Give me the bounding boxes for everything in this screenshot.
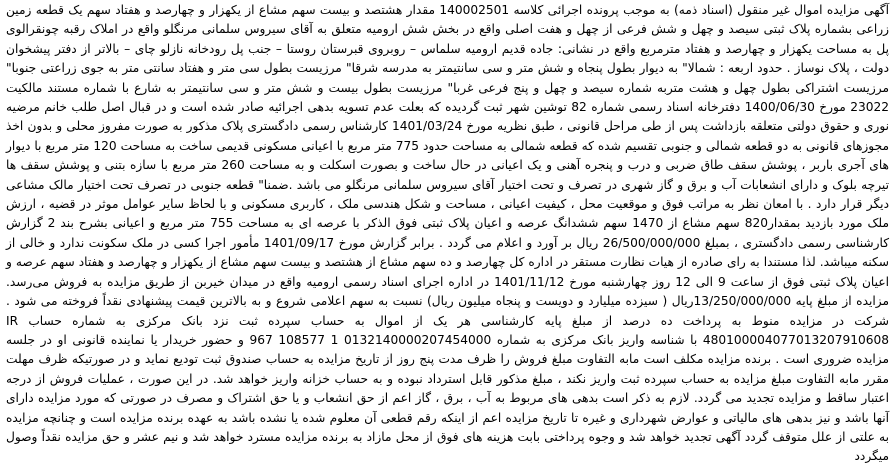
notice-body-text: آگهی مزایده اموال غیر منقول (اسناد ذمه) به موجب پرونده اجرائی کلاسه 140002501 مقدار هشتصد و بیست سهم مشاع از یکهزار و چهارصد و هفتاد سهم یک قطعه زمین زراعی بشماره پلاک ثبتی سیصد و چهل و شش فرعی از چهل و هفت اصلی واقع در بخش شش ارومیه متعلق به آقای سیروس سلمانی مرنگلو واقع در املاک رقبه چونقرالوی پل به مساحت یکهزار و چهارصد و هفتاد مترمربع واقع در نشانی: جاده قدیم ارومیه سلماس – روبروی قبرستان روستا – جنب پل رودخانه نازلو چای – بالاتر از دفتر پیشخوان دولت ، پلاک نوساز . حدود اربعه : شمالا" به دیوار بطول پنجاه و شش متر و سی سانتیمتر به مدرسه شرقا" مرزیست بطول سی متر و هفتاد سانتی متر به جوی زراعتی جنوبا" مرزیست اشتراکی بطول چهل و هشت متربه شماره سیصد و چهل و پنج فرعی غربا" مرزیست بطول بیست و شش متر و سی سانتیمتر به شارع با شماره مستند مالکیت 23022 مورخ 1400/06/30 دفترخانه اسناد رسمی شماره 82 توشین شهر ثبت گردیده که بعلت عدم تسویه بدهی اجرائیه صادر شده است و در قبال اصل طلب خانم مرضیه نوری و حقوق دولتی متعلقه بازداشت پس از طی مراحل قانونی ، طبق نظریه مورخ 1401/03/24 کارشناس رسمی دادگستری پلاک مذکور به صورت مفروز محلی و بدون اخذ مجوزهای قانونی به دو قطعه شمالی و جنوبی تقسیم شده که قطعه شمالی به مساحت حدود 775 متر مربع با اعیانی مسکونی قدیمی ساخت به مساحت 120 متر مربع با دیوار های آجری باربر ، پوشش سقف طاق ضربی و درب و پنجره آهنی و یک اعیانی در حال ساخت و بصورت اسکلت و به مساحت 260 متر مربع با سازه بتنی و پوشش سقف ها تیرچه بلوک و دارای انشعابات آب و برق و گاز شهری در تصرف و تحت اختیار آقای سیروس سلمانی مرنگلو می باشد .ضمنا" قطعه جنوبی در تصرف تحت اختیار مالک مشاعی دیگر قرار دارد . با امعان نظر به مراتب فوق و موقعیت محل ، کیفیت اعیانی ، مساحت و شکل هندسی ملک ، کاربری مسکونی و با لحاظ سایر عوامل موثر در قضیه ، ارزش ملک مورد بازدید بمقدار820 سهم مشاع از 1470 سهم ششدانگ عرصه و اعیان پلاک ثبتی فوق الذکر با عرصه ای به مساحت 755 متر مربع و اعیانی بشرح بند 2 گزارش کارشناسی رسمی دادگستری ، بمبلغ 26/500/000/000 ریال بر آورد و اعلام می گردد . برابر گزارش مورخ 1401/09/17 مأمور اجرا کسی در ملک سکونت ندارد و خالی از سکنه میباشد. لذا مستندا به رای صادره از هیات نظارت مستقر در اداره کل چهارصد و ده سهم مشاع از هشتصد و بیست سهم مشاع از یکهزار و چهارصد و هفتاد سهم عرصه و اعیان پلاک ثبتی فوق از ساعت 9 الی 12 روز چهارشنبه مورخ 1401/11/12 در اداره اجرای اسناد رسمی ارومیه واقع در میدان خیربن از طریق مزایده به فروش می‌رسد. مزایده از مبلغ پایه 13/250/000/000ریال ( سیزده میلیارد و دویست و پنجاه میلیون ریال) نسبت به سهم اعلامی شروع و به بالاترین قیمت پیشنهادی نقداً فروخته می شود . شرکت در مزایده منوط به پرداخت ده درصد از مبلغ پایه کارشناسی هر یک از اموال به حساب سپرده ثبت نزد بانک مرکزی به شماره حساب IR 480100004077013207910608 با شناسه واریز بانک مرکزی به شماره 0132140000207454000 1 108577 967 و حضور خریدار یا نماینده قانونی او در جلسه مزایده ضروری است . برنده مزایده مکلف است مابه التفاوت مبلغ فروش را ظرف مدت پنج روز از تاریخ مزایده به حساب صندوق ثبت تودیع نماید و در صورتیکه ظرف مهلت مقرر مابه التفاوت مبلغ مزایده به حساب سپرده ثبت واریز نکند ، مبلغ مذکور قابل استرداد نبوده و به حساب خزانه واریز خواهد شد. در این صورت ، عملیات فروش از درجه اعتبار ساقط و مزایده تجدید می گردد. لازم به ذکر است بدهی های مربوط به آب ، برق ، گاز اعم از حق انشعاب و یا حق اشتراک و مصرف در صورتی که مورد مزایده دارای آنها باشد و نیز بدهی های مالیاتی و عوارض شهرداری و غیره تا تاریخ مزایده اعم از اینکه رقم قطعی آن معلوم شده یا نشده باشد به عهده برنده مزایده است و چنانچه مزایده به علتی از علل متوقف گردد آگهی تجدید خواهد شد و وجوه پرداختی بابت هزینه های فوق از محل مازاد به برنده مزایده مسترد خواهد شد و نیم عشر و حق مزایده نقداً وصول میگردد: [6, 3, 890, 464]
